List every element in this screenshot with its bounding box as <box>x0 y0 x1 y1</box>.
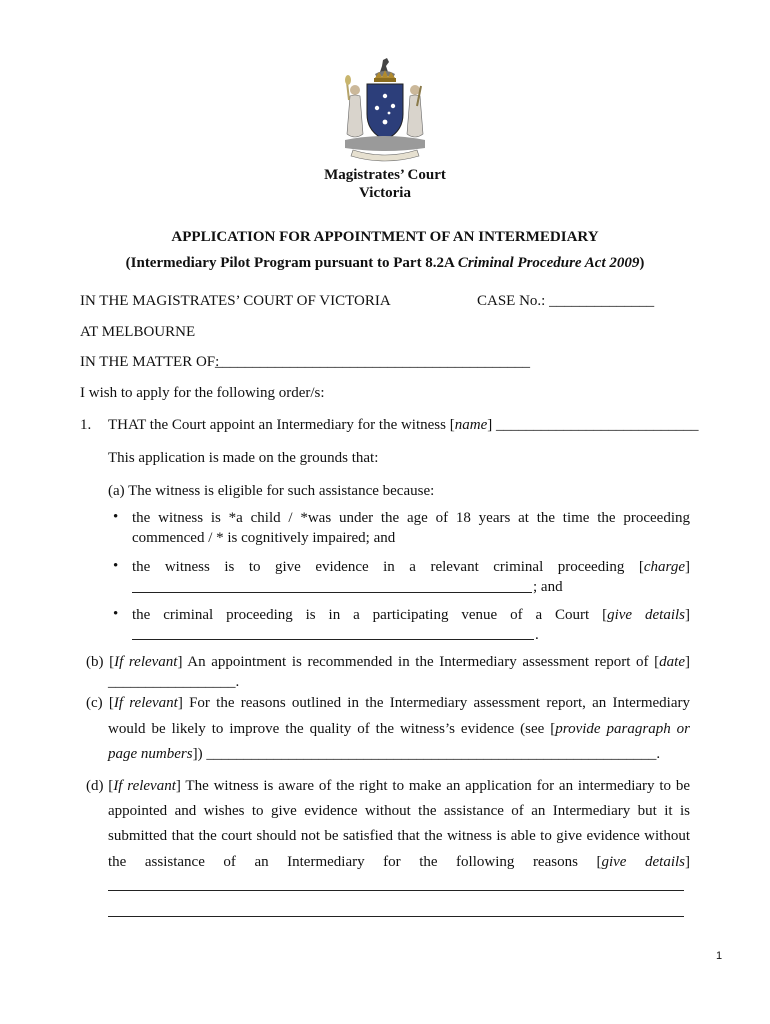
reasons-field-line-2[interactable] <box>108 916 684 917</box>
bullet-3-line-1: the criminal proceeding is in a participating venue of a Court [give details] <box>132 607 690 623</box>
case-number-field[interactable]: CASE No.: ______________ <box>477 293 655 309</box>
witness-name-field[interactable]: ___________________________ <box>495 417 699 433</box>
court-name: Magistrates’ Court <box>324 167 446 183</box>
form-subtitle: (Intermediary Pilot Program pursuant to Part 8.2A Criminal Procedure Act 2009) <box>125 255 645 271</box>
bullet-1-line-1: the witness is *a child / *was under the age of 18 years at the time the proceeding <box>132 510 690 526</box>
ground-c-line-2: would be likely to improve the quality of the witness’s evidence (see [provide paragraph or <box>108 721 690 737</box>
order-number: 1. <box>80 417 92 433</box>
intro-text: I wish to apply for the following order/s: <box>80 385 325 401</box>
form-title: APPLICATION FOR APPOINTMENT OF AN INTERMEDIARY <box>171 229 599 245</box>
court-heading: IN THE MAGISTRATES’ COURT OF VICTORIA <box>80 293 391 309</box>
order-text: THAT the Court appoint an Intermediary for the witness [name] ___________________________ <box>108 417 699 433</box>
court-location: AT MELBOURNE <box>80 324 196 340</box>
ground-d-line-1: (d) [If relevant] The witness is aware of the right to make an application for an intermediary to be <box>86 778 690 794</box>
ground-d-line-4: the assistance of an Intermediary for the following reasons [give details] <box>108 854 690 870</box>
bullet-2-line-2: ; and <box>533 579 563 595</box>
charge-field[interactable] <box>132 592 532 593</box>
venue-details-field[interactable] <box>132 639 534 640</box>
report-date-field[interactable]: _________________. <box>108 674 240 690</box>
matter-label: IN THE MATTER OF: <box>80 354 220 370</box>
bullet-2-line-1: the witness is to give evidence in a relevant criminal proceeding [charge] <box>132 559 690 575</box>
paragraph-numbers-field[interactable]: ____________________________________________________________. <box>206 746 661 762</box>
bullet-3-line-2: . <box>535 627 539 643</box>
ground-d-line-2: appointed and wishes to give evidence without the assistance of an Intermediary but it is <box>108 803 690 819</box>
ground-d-line-3: submitted that the court should not be satisfied that the witness is able to give evidence without <box>108 828 690 844</box>
coat-of-arms-emblem <box>339 56 431 164</box>
ground-c-line-3: page numbers]) ____________________________________________________________. <box>108 746 661 762</box>
bullet-icon: • <box>113 606 119 622</box>
ground-c-line-1: (c) [If relevant] For the reasons outlined in the Intermediary assessment report, an Intermediary <box>86 695 690 711</box>
ground-a: (a) The witness is eligible for such assistance because: <box>108 483 435 499</box>
bullet-icon: • <box>113 558 119 574</box>
bullet-icon: • <box>113 509 119 525</box>
court-state: Victoria <box>359 185 411 201</box>
matter-field[interactable]: __________________________________________ <box>215 354 530 370</box>
reasons-field-line-1[interactable] <box>108 890 684 891</box>
page-number: 1 <box>716 950 723 962</box>
bullet-1-line-2: commenced / * is cognitively impaired; and <box>132 530 396 546</box>
ground-b: (b) [If relevant] An appointment is recommended in the Intermediary assessment report of [date] <box>86 654 690 670</box>
grounds-intro: This application is made on the grounds that: <box>108 450 379 466</box>
